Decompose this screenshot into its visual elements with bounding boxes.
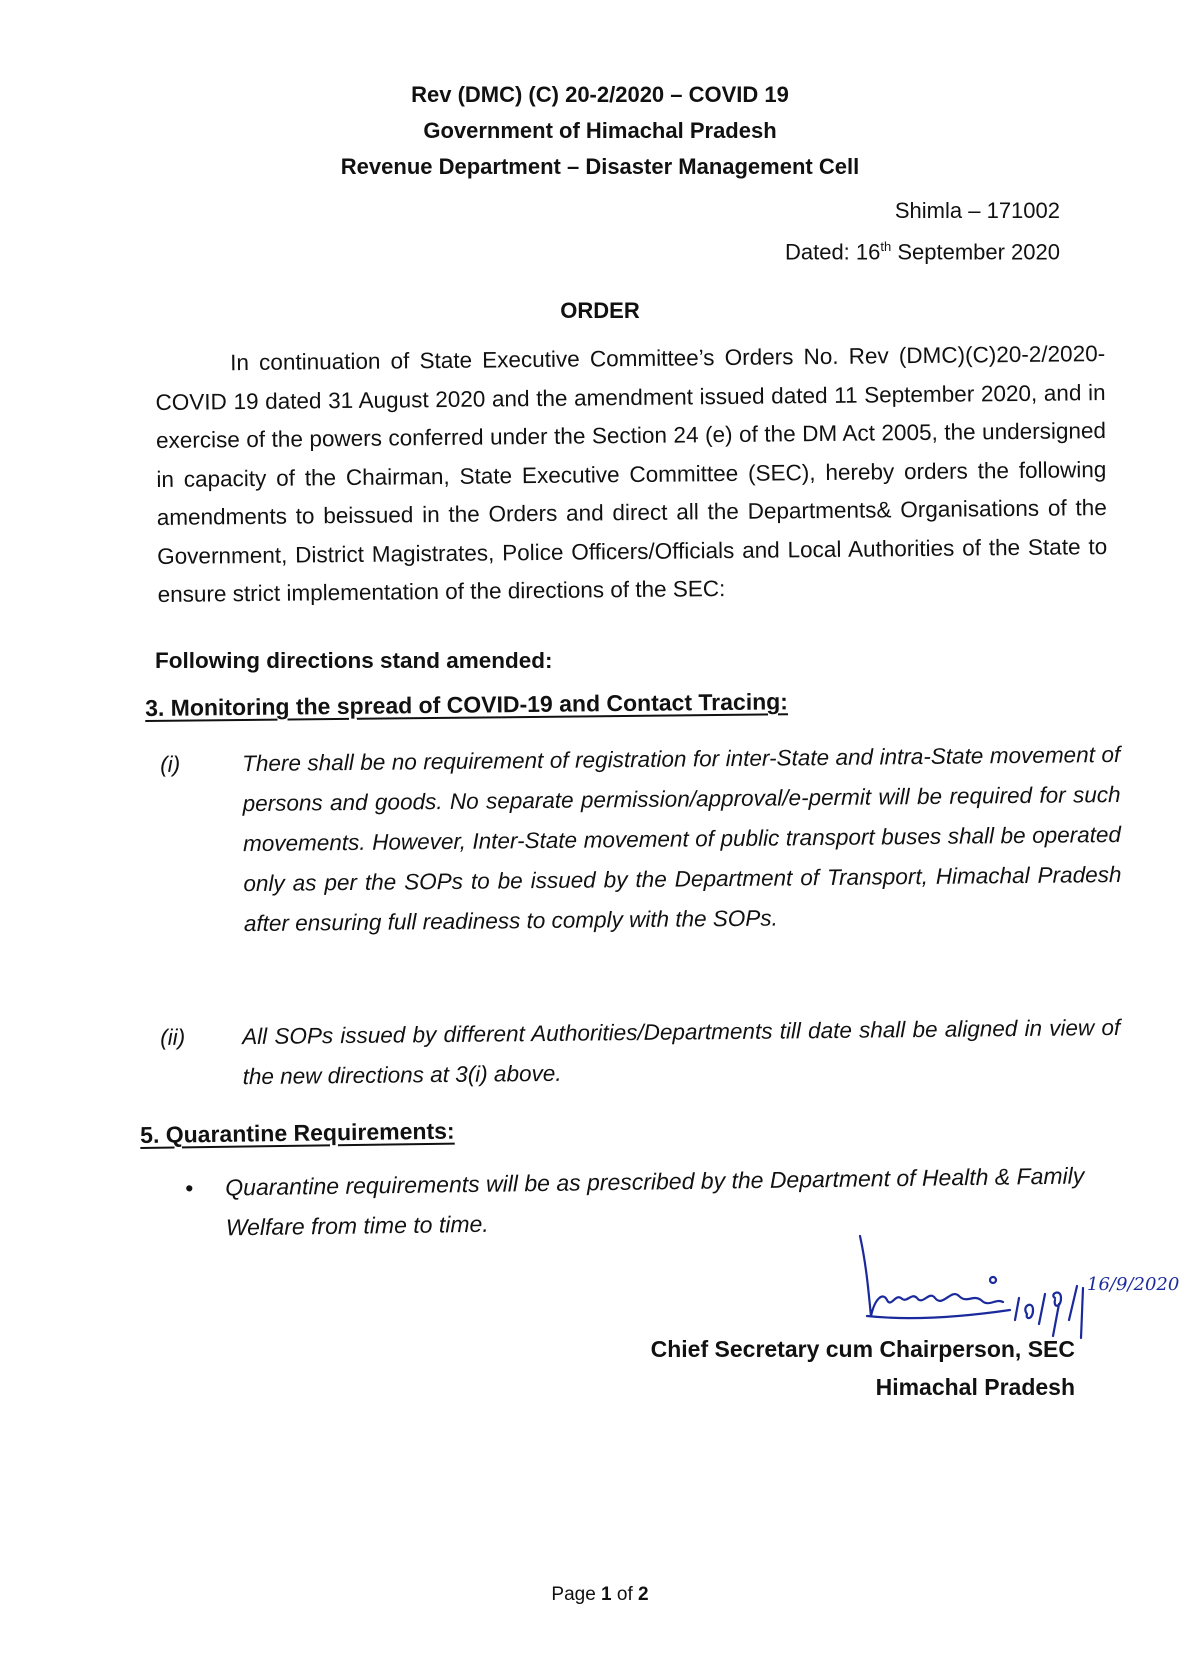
- amended-heading: Following directions stand amended:: [155, 648, 553, 673]
- item-text: All SOPs issued by different Authorities/Departments till date shall be aligned in view of the new directions at 3(i) above.: [242, 1014, 1121, 1090]
- signature-underline: [867, 1310, 1010, 1318]
- government-name: Government of Himachal Pradesh: [423, 118, 777, 143]
- bullet-dot: •: [185, 1174, 194, 1201]
- signer-designation: Chief Secretary cum Chairperson, SEC: [650, 1336, 1075, 1362]
- section-3-item-ii: [160, 1008, 1121, 1098]
- page-number: Page 1 of 2: [551, 1584, 649, 1605]
- place: Shimla – 171002: [894, 198, 1060, 223]
- reference-number: Rev (DMC) (C) 20-2/2020 – COVID 19: [411, 82, 789, 107]
- section-3-item-i: [160, 735, 1122, 945]
- signature-stroke: [860, 1236, 1003, 1316]
- section-3-heading: 3. Monitoring the spread of COVID-19 and Contact Tracing:: [145, 688, 789, 721]
- order-date: Dated: 16th September 2020: [784, 239, 1060, 265]
- handwritten-date: 16/9/2020: [1087, 1274, 1180, 1295]
- item-number: (i): [160, 751, 181, 777]
- bullet-text: Quarantine requirements will be as prescribed by the Department of Health & Family Welfare from time to time.: [225, 1162, 1085, 1241]
- order-title: ORDER: [560, 298, 640, 323]
- signer-state: Himachal Pradesh: [875, 1374, 1075, 1400]
- signature-dot: [990, 1277, 996, 1283]
- department-name: Revenue Department – Disaster Management Cell: [340, 154, 860, 179]
- item-text: There shall be no requirement of registration for inter-State and intra-State movement of persons and goods. No separate permission/approval/e-permit will be required for such movements. However, Inter-State movement of public transport buses shall be operated only as per the SOPs to be issued by the Department of Transport, Himachal Pradesh after ensuring full readiness to comply with the SOPs.: [242, 741, 1122, 937]
- section-5-heading: 5. Quarantine Requirements:: [140, 1117, 455, 1148]
- item-number: (ii): [160, 1024, 186, 1050]
- order-body-paragraph: In continuation of State Executive Committee’s Orders No. Rev (DMC)(C)20-2/2020-COVID 19 dated 31 August 2020 and the amendment issued dated 11 September 2020, and in exercise of the powers conferred under the Section 24 (e) of the DM Act 2005, the undersigned in capacity of the Chairman, State Executive Committee (SEC), hereby orders the following amendments to beissued in the Orders and direct all the Departments& Organisations of the Government, District Magistrates, Police Officers/Officials and Local Authorities of the State to ensure strict implementation of the directions of the SEC:: [155, 341, 1108, 607]
